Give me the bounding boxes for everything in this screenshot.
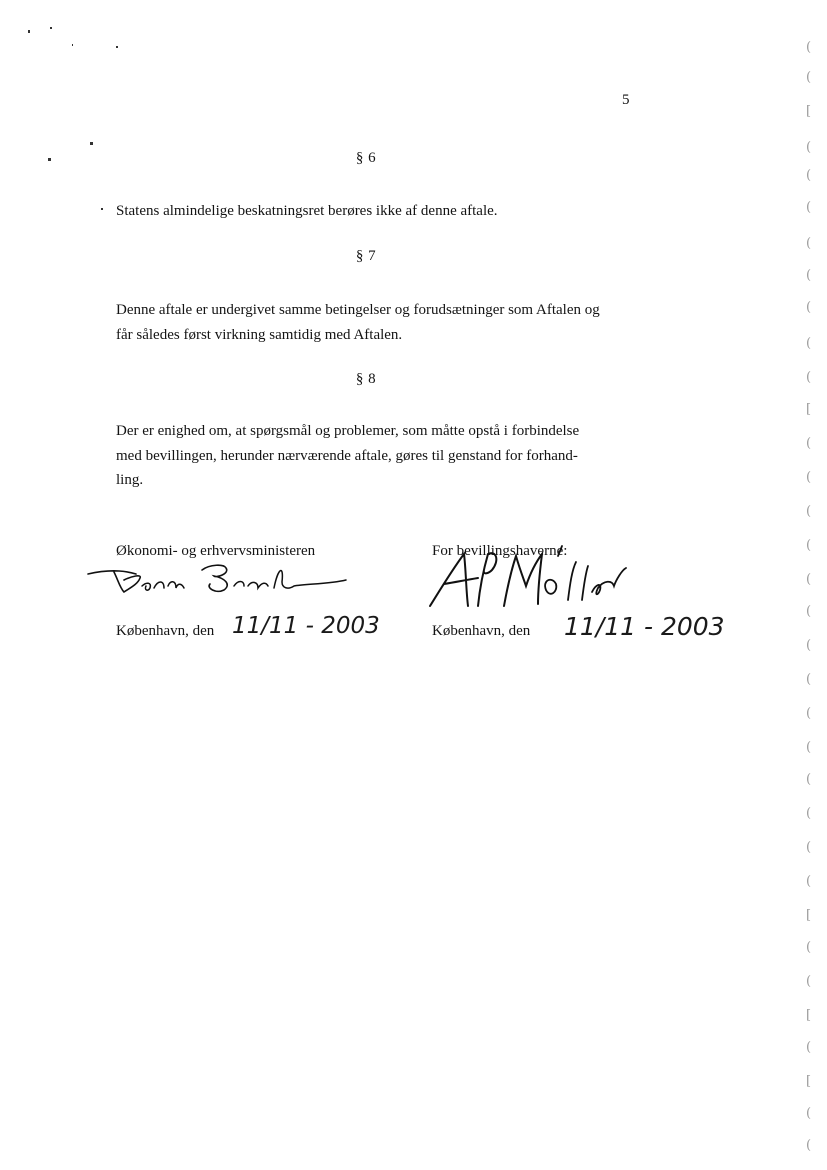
section-8-line-1: Der er enighed om, at spørgsmål og problemer, som måtte opstå i forbindelse: [116, 423, 580, 439]
scan-edge-mark: (: [806, 504, 812, 519]
page-number: 5: [622, 92, 630, 108]
scan-speck: [50, 27, 52, 29]
section-7-heading: § 7: [355, 248, 377, 264]
section-8-paragraph: [116, 419, 579, 493]
section-8-heading: § 8: [355, 371, 377, 387]
scan-edge-mark: (: [806, 370, 812, 385]
scan-edge-mark: (: [806, 1040, 812, 1055]
scan-edge-mark: (: [806, 140, 812, 155]
section-6-paragraph: [116, 199, 498, 224]
scan-edge-mark: (: [806, 300, 812, 315]
scan-edge-mark: (: [806, 1106, 812, 1121]
right-signatory-title: For bevillingshaverne:: [432, 543, 568, 559]
left-signatory-title: Økonomi- og erhvervsministeren: [116, 543, 316, 559]
scan-edge-mark: (: [806, 638, 812, 653]
section-8-line-3: ling.: [116, 472, 144, 488]
scan-edge-mark: (: [806, 840, 812, 855]
section-8-line-2: med bevillingen, herunder nærværende aftale, gøres til genstand for forhand-: [116, 447, 578, 464]
left-handwritten-date: 11/11 - 2003: [232, 613, 380, 639]
section-6-line-1: Statens almindelige beskatningsret berøres ikke af denne aftale.: [116, 203, 498, 219]
scan-edge-mark: (: [806, 740, 812, 755]
scan-edge-mark: (: [806, 672, 812, 687]
section-7-line-2: får således først virkning samtidig med Aftalen.: [116, 326, 403, 343]
scan-edge-mark: (: [806, 1138, 812, 1153]
scan-speck: [48, 158, 51, 161]
scan-edge-mark: (: [806, 572, 812, 587]
scan-speck: [72, 44, 73, 46]
scan-edge-mark: (: [806, 236, 812, 251]
scan-edge-mark: [: [806, 908, 812, 923]
scan-edge-mark: (: [806, 974, 812, 989]
scan-edge-mark: (: [806, 604, 812, 619]
right-handwritten-date: 11/11 - 2003: [564, 612, 725, 641]
scan-edge-mark: (: [806, 874, 812, 889]
section-7-line-1: Denne aftale er undergivet samme betingelser og forudsætninger som Aftalen og: [116, 302, 600, 318]
scan-edge-mark: (: [806, 806, 812, 821]
right-place-date-label: København, den: [432, 623, 531, 639]
scan-edge-mark: (: [806, 538, 812, 553]
scan-speck: [28, 30, 30, 33]
scan-edge-mark: (: [806, 436, 812, 451]
scan-edge-mark: (: [806, 268, 812, 283]
scan-edge-mark: (: [806, 940, 812, 955]
scan-edge-mark: (: [806, 168, 812, 183]
scan-edge-mark: [: [806, 402, 812, 417]
scan-edge-mark: (: [806, 470, 812, 485]
scan-edge-mark: (: [806, 772, 812, 787]
left-handwritten-signature: [84, 558, 359, 606]
scan-speck: [116, 46, 118, 48]
left-place-date-label: København, den: [116, 623, 215, 639]
scan-edge-mark: (: [806, 336, 812, 351]
section-6-heading: § 6: [355, 150, 377, 166]
scan-edge-mark: [: [806, 1008, 812, 1023]
scan-edge-mark: [: [806, 104, 812, 119]
scan-edge-mark: (: [806, 70, 812, 85]
scan-speck: [101, 208, 103, 210]
scan-edge-mark: (: [806, 706, 812, 721]
scan-edge-mark: (: [806, 200, 812, 215]
scan-edge-mark: (: [806, 40, 812, 55]
section-7-paragraph: [116, 298, 600, 347]
scan-edge-mark: [: [806, 1074, 812, 1089]
scan-speck: [90, 142, 93, 145]
right-handwritten-signature: [426, 540, 636, 612]
